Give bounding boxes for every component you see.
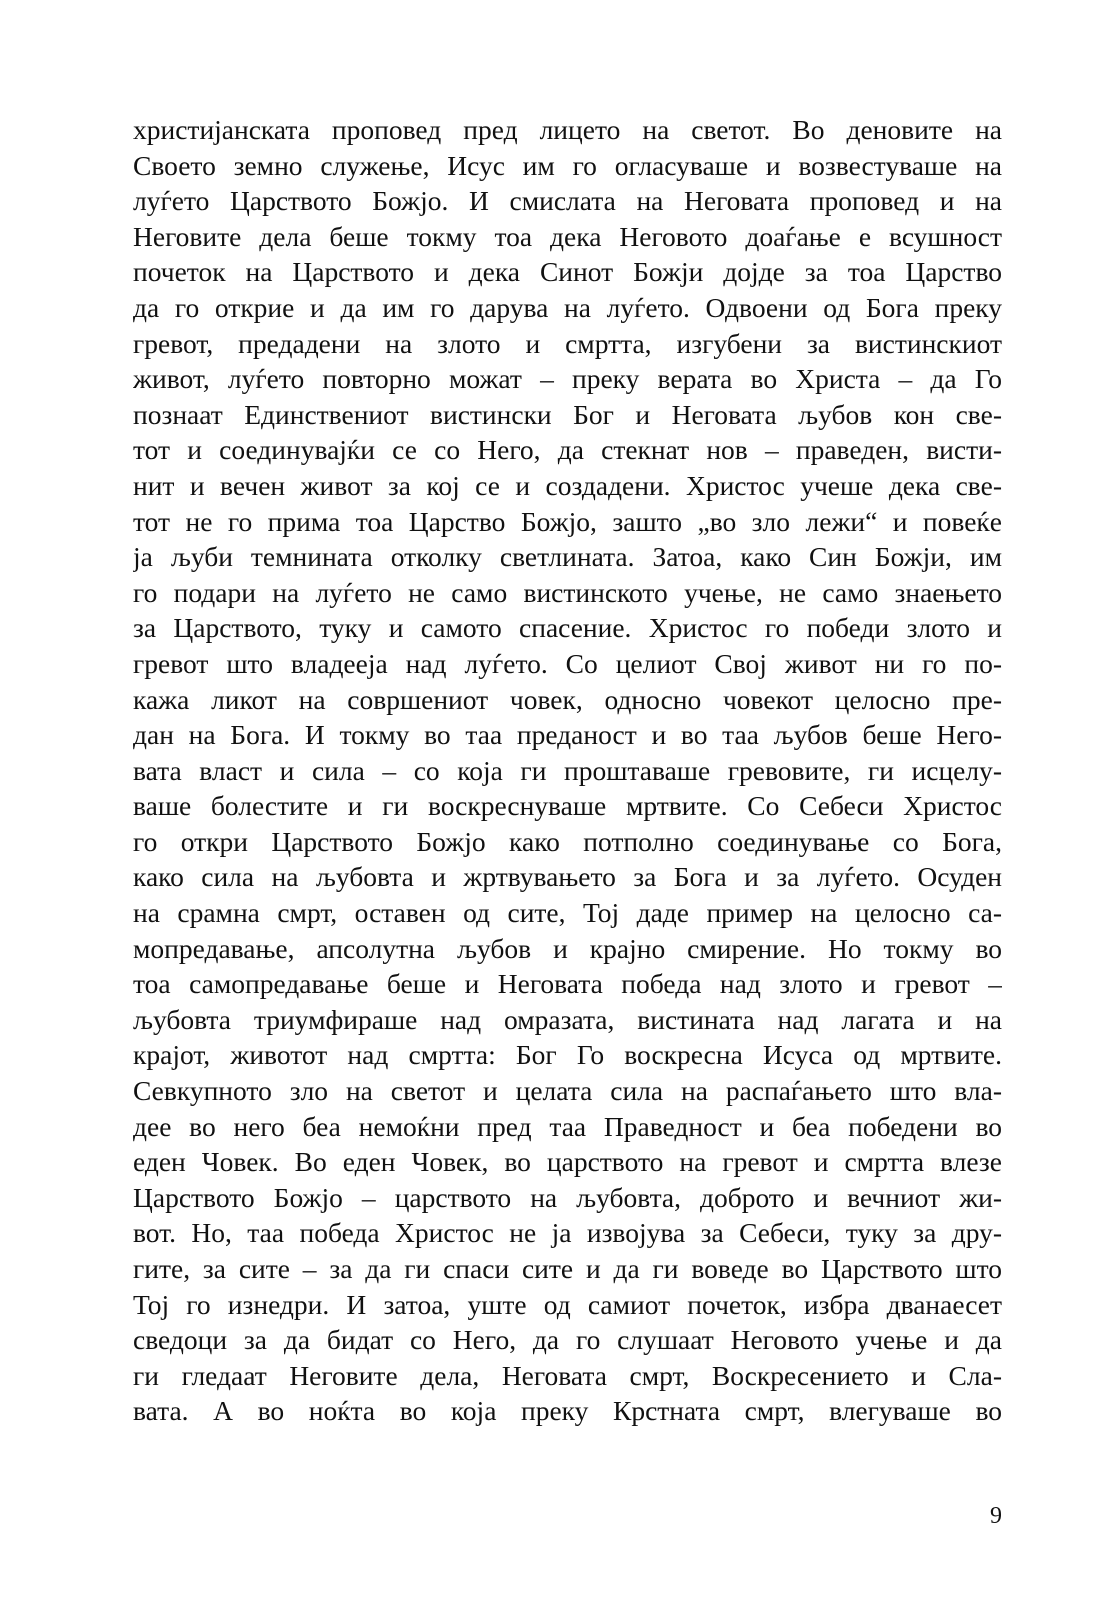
text-line-31: Царството Божјо – царството на љубовта, доброто и вечниот жи- [133,1181,1002,1213]
text-line-18: дан на Бога. И токму во таа преданост и во таа љубов беше Него- [133,719,1002,751]
text-line-12: тот не го прима тоа Царство Божјо, зашто „во зло лежи“ и повеќе [133,505,1002,537]
text-line-15: за Царството, туку и самото спасение. Христос го победи злото и [133,612,1002,644]
text-line-19: вата власт и сила – со која ги проштаваше гревовите, ги исцелу- [133,754,1002,786]
text-line-16: гревот што владееја над луѓето. Со целиот Свој живот ни го по- [133,647,1002,679]
text-line-34: Тој го изнедри. И затоа, уште од самиот почеток, избра дванаесет [133,1288,1002,1320]
text-line-8: живот, луѓето повторно можат – преку верата во Христа – да Го [133,363,1002,395]
text-line-9: познаат Единствениот вистински Бог и Неговата љубов кон све- [133,398,1002,430]
text-line-6: да го открие и да им го дарува на луѓето. Одвоени од Бога преку [133,291,1002,323]
text-line-26: љубовта триумфираше над омразата, вистината над лагата и на [133,1003,1002,1035]
text-line-28: Севкупното зло на светот и целата сила на распаѓањето што вла- [133,1075,1002,1107]
text-line-35: сведоци за да бидат со Него, да го слушаат Неговото учење и да [133,1324,1002,1356]
text-line-37: вата. А во ноќта во која преку Крстната смрт, влегуваше во [133,1395,1002,1427]
page-number: 9 [990,1503,1002,1529]
text-line-22: како сила на љубовта и жртвувањето за Бога и за луѓето. Осуден [133,861,1002,893]
text-line-23: на срамна смрт, оставен од сите, Тој даде пример на целосно са- [133,897,1002,929]
text-line-11: нит и вечен живот за кој се и создадени. Христос учеше дека све- [133,469,1002,501]
text-line-5: почеток на Царството и дека Синот Божји дојде за тоа Царство [133,256,1002,288]
body-text [133,112,1002,1429]
text-line-17: кажа ликот на совршениот човек, односно човекот целосно пре- [133,683,1002,715]
text-line-13: ја љуби темнината отколку светлината. Затоа, како Син Божји, им [133,541,1002,573]
text-line-29: дее во него беа немоќни пред таа Праведност и беа победени во [133,1110,1002,1142]
text-line-4: Неговите дела беше токму тоа дека Неговото доаѓање е всушност [133,220,1002,252]
text-line-27: крајот, животот над смртта: Бог Го воскресна Исуса од мртвите. [133,1039,1002,1071]
text-line-3: луѓето Царството Божјо. И смислата на Неговата проповед и на [133,185,1002,217]
text-line-1: христијанската проповед пред лицето на светот. Во деновите на [133,114,1002,145]
text-line-32: вот. Но, таа победа Христос не ја извојува за Себеси, туку за дру- [133,1217,1002,1249]
text-line-30: еден Човек. Во еден Човек, во царството на гревот и смртта влезе [133,1146,1002,1178]
text-line-20: ваше болестите и ги воскреснуваше мртвите. Со Себеси Христос [133,790,1002,822]
text-line-33: гите, за сите – за да ги спаси сите и да ги воведе во Царството што [133,1253,1002,1284]
text-line-21: го откри Царството Божјо како потполно соединување со Бога, [133,825,1002,857]
text-line-25: тоа самопредавање беше и Неговата победа над злото и гревот – [133,968,1002,1000]
text-line-14: го подари на луѓето не само вистинското учење, не само знаењето [133,576,1002,608]
text-line-7: гревот, предадени на злото и смртта, изгубени за вистинскиот [133,327,1002,359]
text-line-24: мопредавање, апсолутна љубов и крајно смирение. Но токму во [133,932,1002,964]
text-line-10: тот и соединувајќи се со Него, да стекнат нов – праведен, висти- [133,434,1002,466]
text-line-2: Своето земно служење, Исус им го огласуваше и возвестуваше на [133,149,1002,181]
text-line-36: ги гледаат Неговите дела, Неговата смрт, Воскресението и Сла- [133,1359,1002,1391]
